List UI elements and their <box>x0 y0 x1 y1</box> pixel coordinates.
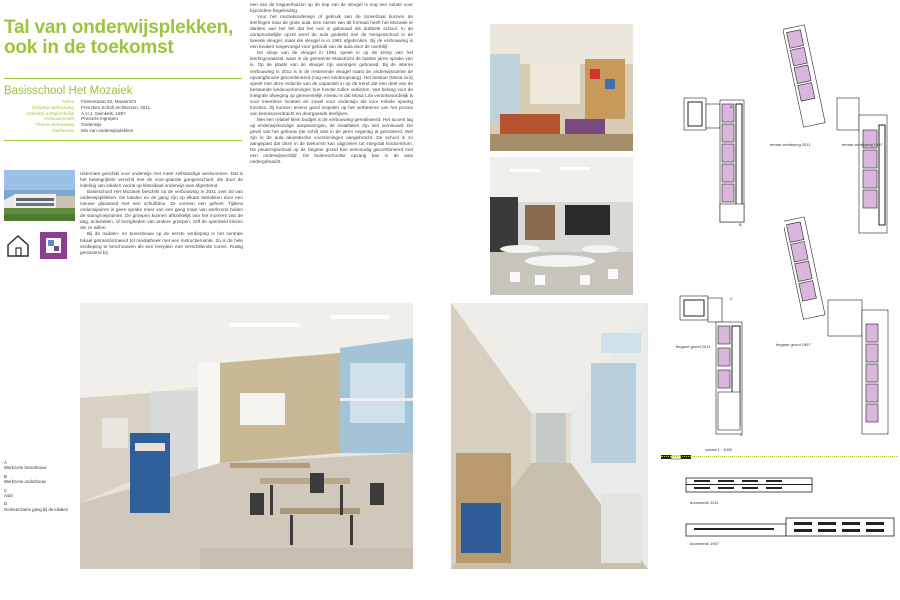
fact-key: Thema verbouwing <box>34 122 74 128</box>
fact-value: Onderwijs <box>81 122 102 128</box>
school-name: Basisschool Het Mozaiek <box>4 85 133 97</box>
dotted-divider <box>661 456 897 457</box>
body-paragraph: Voor het muziekonderwijs of gebruik van de toneelzaal kunnen de leerlingen naar de grote aula. Een ruimte van dit formaat heeft het Mozaiek te danken aan het feit dat het ooit is gebouwd als dubbele school. In de oorspronkelijke opzet werd de aula gedeeld met de meisjesschool in de tweede vleugel, maar die vleugel is in 1991 afgebroken. Bij de verbouwing is een keuken toegevoegd voor gebruik van de aula door de overblijf. <box>250 14 413 50</box>
photo-captions <box>4 460 74 515</box>
corridor-photo-d <box>451 303 648 569</box>
exterior-photo <box>4 170 75 221</box>
aula-photo-c <box>490 157 633 295</box>
body-column-2 <box>250 2 413 165</box>
body-paragraph: De sloop van de vleugel in 1991 speelt in op de krimp van het leerlingenaantal, waar in de gemeente Maastricht de laatste jaren sprake van is. Op de plaats van de vleugel zijn woningen gebouwd. Bij de interne verbouwing in 2011 is in de resterende vleugel naast de onderwijsruimte de opvangfunctie gecombineerd (nog een kinderopvang). Het bestuur (Mosa Lira) speelt met deze reductie van de capaciteit in op de trend dat een deel van de bestaande kindvoorzieningen hun functie zullen verliezen. Van belang voor de integrale afweging op gemeentelijk niveau is dat Mosa Lira verantwoordelijk is voor meerdere locaties en zowel voor onderwijs als voor enkele opvang functies. Zij kunnen tevens goed inspelen op het verbeteren van het proces van kennisoverdracht en doorgaande leerlijnen. <box>250 50 413 116</box>
section-1957 <box>684 516 896 538</box>
plan-letter-a: A <box>730 104 733 109</box>
caption-text: Aula <box>4 493 13 499</box>
label-section-2011: doorsnede 2011 <box>690 500 719 505</box>
label-ground-1957: begane grond 1957 <box>776 342 811 347</box>
caption-item <box>4 501 74 512</box>
fact-value: Frencken Scholl architecten, 2011 <box>81 104 151 110</box>
plan-first-floor-1957 <box>783 20 893 238</box>
caption-letter: A <box>4 460 7 465</box>
caption-item <box>4 460 74 471</box>
body-paragraph: Uitermate geschikt voor onderwijs met meer zelfstandige werkvormen. Dat is het belangrijkste verschil met de voor-gaande gangenschool, die door de indeling van lokalen vooral op klassikaal onderwijs was afgestemd. <box>80 171 243 189</box>
facts-rule <box>4 140 242 141</box>
fact-key: Taalfunctie <box>52 127 74 133</box>
label-ground-2011: begane grond 2011 <box>676 344 711 349</box>
body-paragraph: Basisschool Het Mozaiek beschikt na de verbouwing in 2011 over tal van onderwijsplekken. De lokalen en de gang zijn op elkaar betrokken door een nieuwe glaswand met een schuifdeur. Ze vormen een geheel. Tijdens onderwijsuren is geen sprake meer van een gang maar van werkzone buiten de stamgroepruimte. De groepen kunnen afhankelijk van het moment van de dag, activiteiten, of bezigheden van andere groepen, zelf de openheid kiezen die ze willen. <box>80 189 243 231</box>
plan-letter-c: C <box>730 296 733 301</box>
fact-key: Verbouwmodel <box>43 116 74 122</box>
title-line-2: ook in de toekomst <box>4 37 174 58</box>
caption-letter: B <box>4 473 7 479</box>
title-line-1: Tal van onderwijsplekken, <box>4 17 234 38</box>
classroom-photo-b <box>490 24 633 151</box>
caption-letter: D <box>4 501 8 507</box>
section-2011 <box>684 476 814 494</box>
body-paragraph: Bij de midden- en bovenbouw op de eerste verdieping is het centrale lokaal getransformeerd tot mediatheek met een instructieruimte. Zo is de hele verdieping te beschouwen als een leerplein met verschillende zones. Rustig geclusterd bij <box>80 231 243 255</box>
scale-label: schaal 1 : 1000 <box>705 447 733 452</box>
plan-letter-b: B <box>739 222 742 227</box>
fact-list <box>4 99 244 134</box>
scale-bar <box>661 447 701 452</box>
plan-first-floor-2011 <box>676 64 768 240</box>
label-section-1957: doorsnede 1957 <box>690 541 719 546</box>
article-title <box>4 18 254 58</box>
fact-value: A.H.J. Swinkels, 1957 <box>81 110 126 116</box>
fact-row <box>4 128 244 134</box>
label-first-2011: eerste verdieping 2011 <box>770 142 811 147</box>
classroom-photo-a <box>80 303 413 569</box>
label-first-1957: eerste verdieping 1957 <box>842 142 883 147</box>
fact-value: Mix van onderwijsplekken <box>81 127 134 133</box>
house-outline-icon <box>5 231 32 259</box>
caption-item <box>4 474 74 485</box>
fact-key: Ontwerp verbouwing <box>31 104 74 110</box>
caption-text: Werkzone bovenbouw <box>4 465 47 471</box>
caption-text: Gemeenzame gang bij de lokalen <box>4 506 69 512</box>
plan-ground-floor-1957 <box>784 214 894 438</box>
fact-value: Precieze ingrepen <box>81 116 119 122</box>
caption-text: Werkzone onderbouw <box>4 479 46 485</box>
fact-value: Frieterstraat 40, Maastricht <box>81 99 136 104</box>
plan-letter-d: D <box>740 432 743 437</box>
body-column-1 <box>80 171 243 256</box>
caption-item <box>4 488 74 499</box>
plan-ground-floor-2011 <box>676 294 768 440</box>
caption-letter: C <box>4 487 8 493</box>
renovation-symbol-icon <box>40 232 67 259</box>
body-paragraph: een van de trappenhuizen op de kop van de vleugel is nog een ruimte voor bijzondere begeleiding. <box>250 2 413 14</box>
title-rule <box>4 78 242 79</box>
fact-key: Adres <box>61 99 74 104</box>
body-paragraph: Met een relatief klein budget is de verbouwing gerealiseerd. Het accent lag op onderwijskundige aanpassingen, de installaties zijn niet vernieuwd. De gevel van het gebouw (de schil) was in de jaren negentig al geïsoleerd. Wel zijn in de aula akoestische voorzieningen aangebracht. De school is zo aangepast dat deze in de toekomst kan uitgroeien tot integraal kindcentrum. De peuterspeelzaal op de begane grond kan eenvoudig gecombineerd met een onderwijsverblijf. De buitenschoolse opvang kan in de aula ondergebracht. <box>250 116 413 165</box>
fact-key: Ontwerp oorspronkelijk <box>27 110 74 116</box>
